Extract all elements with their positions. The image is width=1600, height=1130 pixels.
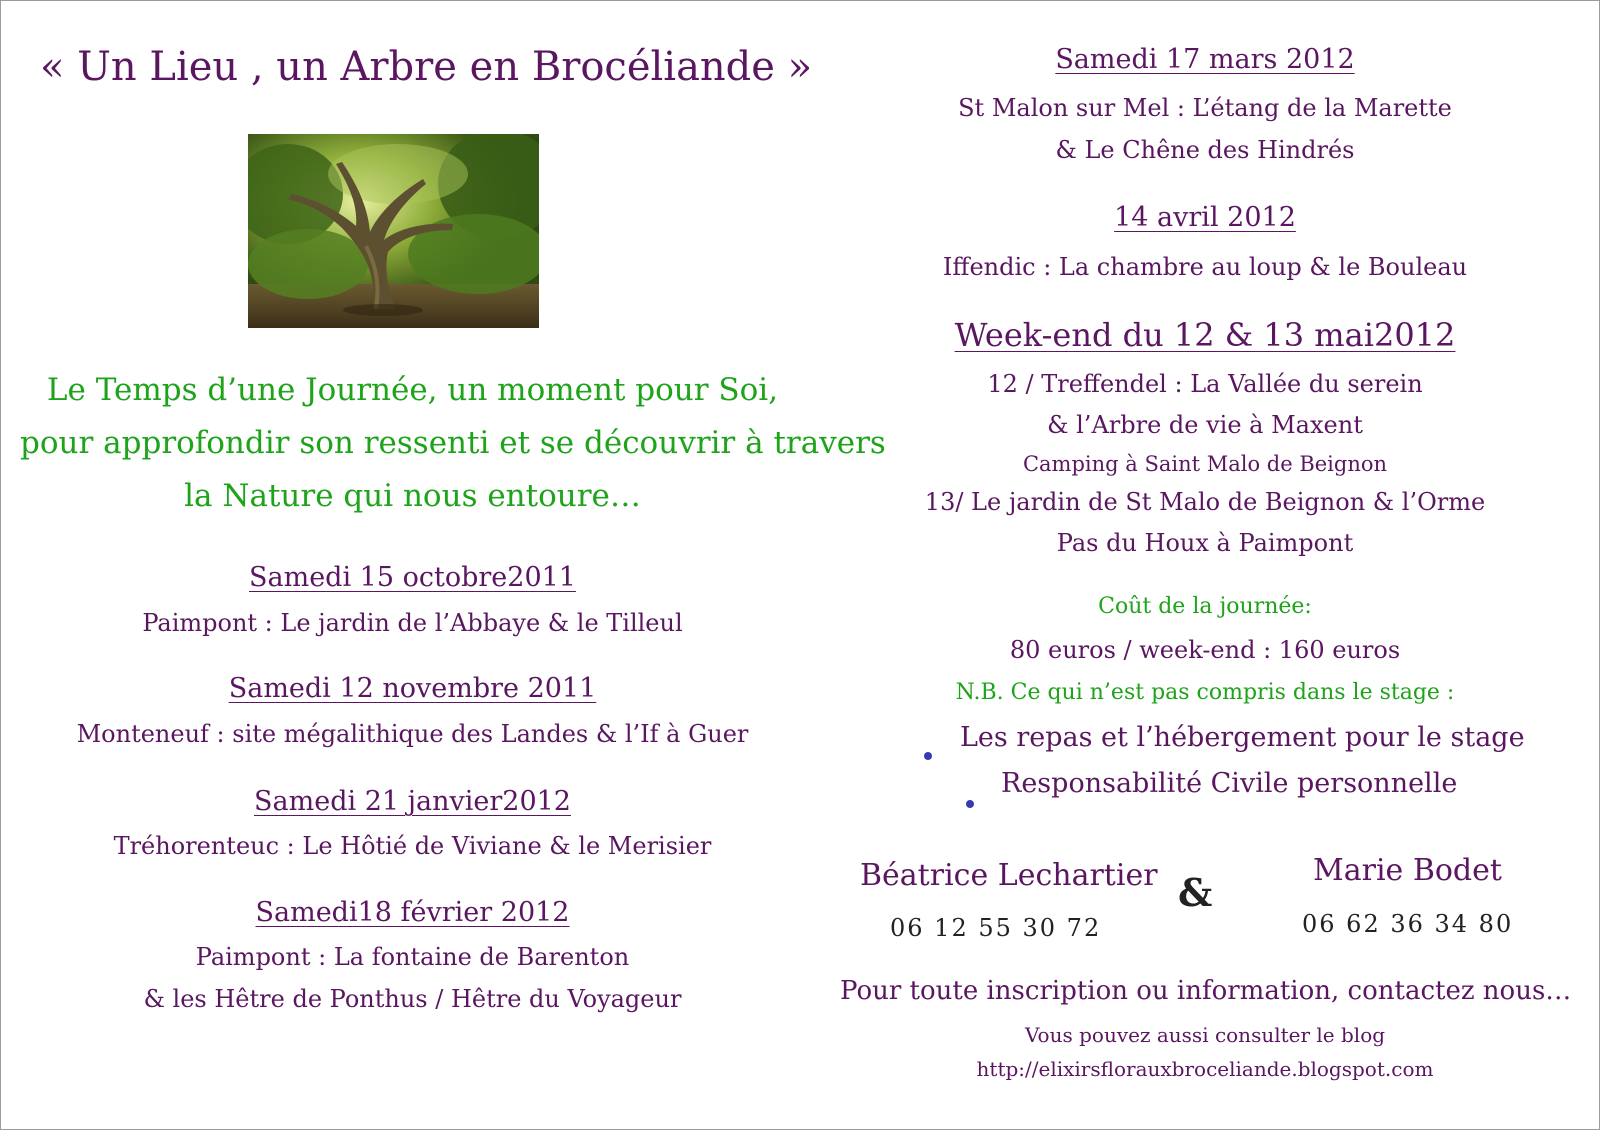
event-place: Paimpont : Le jardin de l’Abbaye & le Tilleul [142, 609, 683, 637]
event-date: Samedi 12 novembre 2011 [228, 673, 597, 704]
cost-label: Coût de la journée: [1098, 594, 1312, 619]
contact-phone: 06 62 36 34 80 [1302, 910, 1514, 938]
event-date: Samedi 21 janvier2012 [254, 786, 571, 817]
intro-line-1: Le Temps d’une Journée, un moment pour Soi, [46, 372, 779, 408]
event-place: Tréhorenteuc : Le Hôtié de Viviane & le Merisier [113, 832, 712, 860]
cost-amount: 80 euros / week-end : 160 euros [1009, 636, 1401, 664]
event-place: & Le Chêne des Hindrés [1055, 136, 1355, 164]
contact-phone: 06 12 55 30 72 [890, 914, 1102, 942]
event-date: Samedi 17 mars 2012 [1055, 44, 1355, 75]
event-place: Camping à Saint Malo de Beignon [1022, 452, 1388, 476]
bullet-dot [966, 800, 974, 808]
contact-name: Marie Bodet [1313, 853, 1502, 888]
event-date: 14 avril 2012 [1114, 202, 1296, 233]
event-place: & les Hêtre de Ponthus / Hêtre du Voyageur [143, 985, 682, 1013]
exclusion-item: Responsabilité Civile personnelle [1001, 768, 1458, 799]
event-place: Paimpont : La fontaine de Barenton [195, 943, 630, 971]
nb-note: N.B. Ce qui n’est pas compris dans le stage : [955, 680, 1455, 705]
intro-line-2: pour approfondir son ressenti et se découvrir à travers [20, 425, 886, 461]
tree-photo [248, 134, 539, 328]
event-date: Samedi 15 octobre2011 [249, 562, 576, 593]
intro-line-3: la Nature qui nous entoure… [184, 478, 641, 514]
contact-invite: Pour toute inscription ou information, contactez nous… [840, 976, 1572, 1006]
event-date: Samedi18 février 2012 [255, 897, 570, 928]
contact-name: Béatrice Lechartier [860, 858, 1158, 893]
event-place: 13/ Le jardin de St Malo de Beignon & l’Orme [924, 488, 1486, 516]
bullet-dot [924, 752, 932, 760]
event-place: Monteneuf : site mégalithique des Landes & l’If à Guer [76, 720, 749, 748]
event-place: Pas du Houx à Paimpont [1056, 529, 1354, 557]
event-date: Week-end du 12 & 13 mai2012 [954, 316, 1456, 354]
exclusion-item: Les repas et l’hébergement pour le stage [960, 722, 1525, 753]
event-place: Iffendic : La chambre au loup & le Bouleau [942, 253, 1468, 281]
flyer-title: « Un Lieu , un Arbre en Brocéliande » [40, 44, 813, 90]
ampersand: & [1178, 870, 1213, 915]
event-place: 12 / Treffendel : La Vallée du serein [987, 370, 1423, 398]
event-place: St Malon sur Mel : L’étang de la Marette [958, 94, 1452, 122]
blog-url[interactable]: http://elixirsflorauxbroceliande.blogspot.com [976, 1057, 1434, 1081]
event-place: & l’Arbre de vie à Maxent [1047, 411, 1363, 439]
blog-label: Vous pouvez aussi consulter le blog [1024, 1023, 1386, 1047]
